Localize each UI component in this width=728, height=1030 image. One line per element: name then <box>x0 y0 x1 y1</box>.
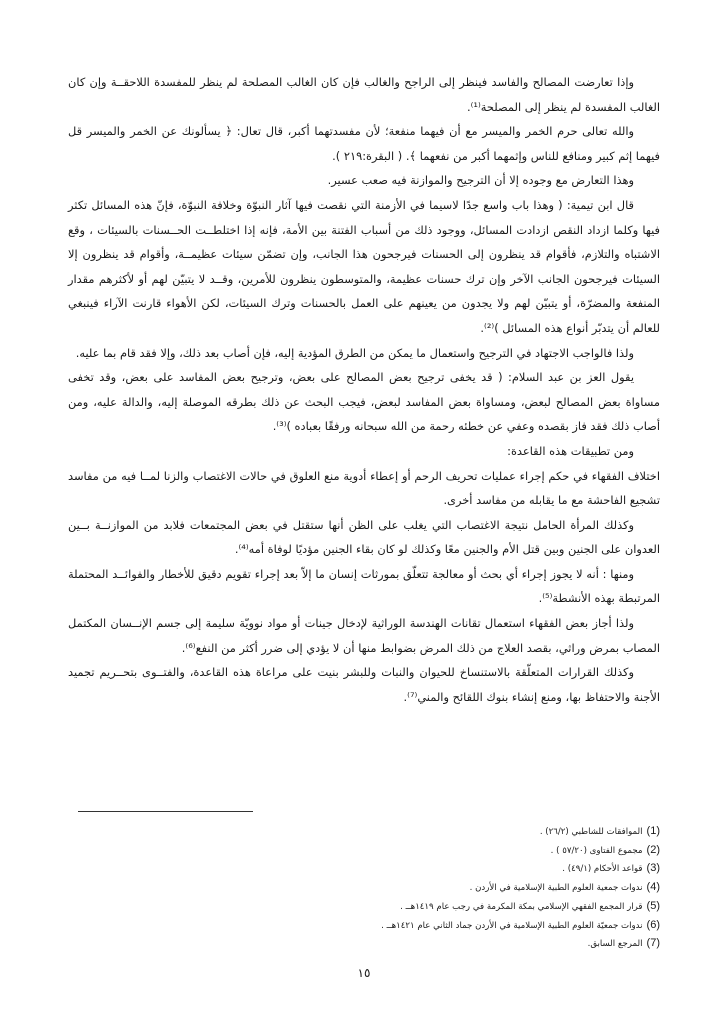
footnote-text: ندوات جمعية العلوم الطبية الإسلامية في الأردن . <box>469 883 643 894</box>
footnote-divider <box>78 811 253 812</box>
footnote-item <box>68 879 660 898</box>
footnote-item <box>68 823 660 842</box>
footnote-number: (4) <box>646 881 660 894</box>
page-body <box>68 70 660 709</box>
paragraph-wine-gambling: والله تعالى حرم الخمر والميسر مع أن فيهما منفعة؛ لأن مفسدتهما أكبر، قال تعال: ﴿ يسألونك عن الخمر والميسر قل فيهما إثم كبير ومنافع للناس وإثمهما أكبر من نفعهما ﴾. ( البقرة:٢١٩ ). <box>68 124 660 163</box>
footnote-number: (5) <box>646 899 660 912</box>
footnote-item <box>68 935 660 954</box>
footnote-text: قرار المجمع الفقهي الإسلامي بمكة المكرمة في رجب عام ١٤١٩هــ . <box>400 901 643 912</box>
paragraph-weighing-interests: وإذا تعارضت المصالح والفاسد فينظر إلى الراجح والغالب فإن كان الغالب المصلحة لم ينظر للمفسدة اللاحقــة وإن كان الغالب المفسدة لم ينظر إلى المصلحة⁽¹⁾. <box>68 75 660 114</box>
footnote-text: ندوات جمعيّة العلوم الطبية الإسلامية في الأردن جماد الثاني عام ١٤٢١هــ . <box>381 920 643 931</box>
paragraph-application-4: ولذا أجاز بعض الفقهاء استعمال تقانات الهندسة الوراثية لإدخال جينات أو مواد نوويّة سليمة إلى جسم الإنــسان المكتمل المصاب بمرض وراثي، بقصد العلاج من ذلك المرض بضوابط منها أن لا يؤدي إلى ضرر أكثر من النفع⁽⁶⁾. <box>68 616 660 655</box>
footnote-item <box>68 898 660 917</box>
footnote-number: (1) <box>646 825 660 837</box>
paragraph-applications-heading: ومن تطبيقات هذه القاعدة: <box>507 443 634 458</box>
footnote-text: مجموع الفتاوى (٥٧/٢٠ ) . <box>550 845 643 856</box>
footnote-text: قواعد الأحكام (٤٩/١) . <box>562 864 643 875</box>
footnote-text: المرجع السابق. <box>587 939 643 950</box>
page-number: ١٥ <box>357 966 371 980</box>
paragraph-application-1: اختلاف الفقهاء في حكم إجراء عمليات تحريف الرحم أو إعطاء أدوية منع العلوق في حالات الاغتصاب والزنا لمــا فيه من مفاسد تشجيع الفاحشة مع ما يقابله من مفاسد أخرى. <box>68 468 660 508</box>
footnotes <box>68 823 660 954</box>
footnote-item <box>68 842 660 861</box>
paragraph-application-3: ومنها : أنه لا يجوز إجراء أي بحث أو معالجة تتعلّق بمورثات إنسان ما إلاّ بعد إجراء تقويم دقيق للأخطار والفوائــد المحتملة المرتبطة بهذه الأنشطة⁽⁵⁾. <box>68 566 660 606</box>
paragraph-ibn-taymiyyah-quote: قال ابن تيمية: ( وهذا باب واسع جدًا لاسيما في الأزمنة التي نقصت فيها آثار النبوّة وخلافة النبوّة، فإنّ هذه المسائل تكثر فيها وكلما ازداد النقص ازدادت المسائل، ووجود ذلك من أسباب الفتنة بين الأمة، فإنه إذا اختلطــت الحــسنات بالسيئات ، وقع الاشتباه والتلازم، فأقوام قد ينظرون إلى الحسنات فيرجحون هذا الجانب، وإن تضمّن سيئات عظيمــة، وأقوام قد ينظرون إلا السيئات فيرجحون الجانب الآخر وإن ترك حسنات عظيمة، والمتوسطون ينظرون للأمرين، وقــد لا يتبيّن لهم أو لأكثرهم مقدار المنفعة والمضرّة، أو يتبيّن لهم ولا يجدون من يعينهم على العمل بالحسنات وترك السيئات، لكن الأهواء قارنت الآراء فينبغي للعالم أن يتدبّر أنواع هذه المسائل )⁽²⁾. <box>68 197 660 335</box>
footnote-item <box>68 917 660 936</box>
paragraph-application-2: وكذلك المرأة الحامل نتيجة الاغتصاب التي يغلب على الظن أنها ستقتل في بعض المجتمعات فلابد من الموازنــة بــين العدوان على الجنين وبين قتل الأم والجنين معًا وكذلك لو كان بقاء الجنين مؤديًا لوفاة أمه⁽⁴⁾. <box>68 517 660 557</box>
footnote-number: (2) <box>646 843 660 856</box>
footnote-text: الموافقات للشاطبي (٢٦/٢) . <box>539 827 643 837</box>
paragraph-izz-quote: يقول العز بن عبد السلام: ( قد يخفى ترجيح بعض المصالح على بعض، وترجيح بعض المفاسد على بعض، وقد تخفى مساواة بعض المصالح لبعض، ومساواة بعض المفاسد لبعض، فيجب البحث عن ذلك بطرقه الموصلة إليه، والدالة عليه، ومن أصاب ذلك فقد فاز بقصده وعفي عن خطئه رحمة من الله سبحانه ورفقًا بعباده )⁽³⁾. <box>68 370 660 434</box>
footnote-number: (6) <box>646 918 660 931</box>
paragraph-difficulty: وهذا التعارض مع وجوده إلا أن الترجيح والموازنة فيه صعب عسير. <box>327 173 634 188</box>
footnote-number: (7) <box>646 937 660 950</box>
footnote-number: (3) <box>646 862 660 875</box>
footnote-item <box>68 860 660 879</box>
paragraph-application-5: وكذلك القرارات المتعلّقة بالاستنساخ للحيوان والنبات وللبشر بنيت على مراعاة هذه القاعدة، والفتــوى بتحــريم تجميد الأجنة والاحتفاظ بها، ومنع إنشاء بنوك اللقائح والمني⁽⁷⁾. <box>68 665 660 704</box>
paragraph-ijtihad: ولذا فالواجب الاجتهاد في الترجيح واستعمال ما يمكن من الطرق المؤدية إليه، فإن أصاب بعد ذلك، وإلا فقد قام بما عليه. <box>75 345 634 360</box>
